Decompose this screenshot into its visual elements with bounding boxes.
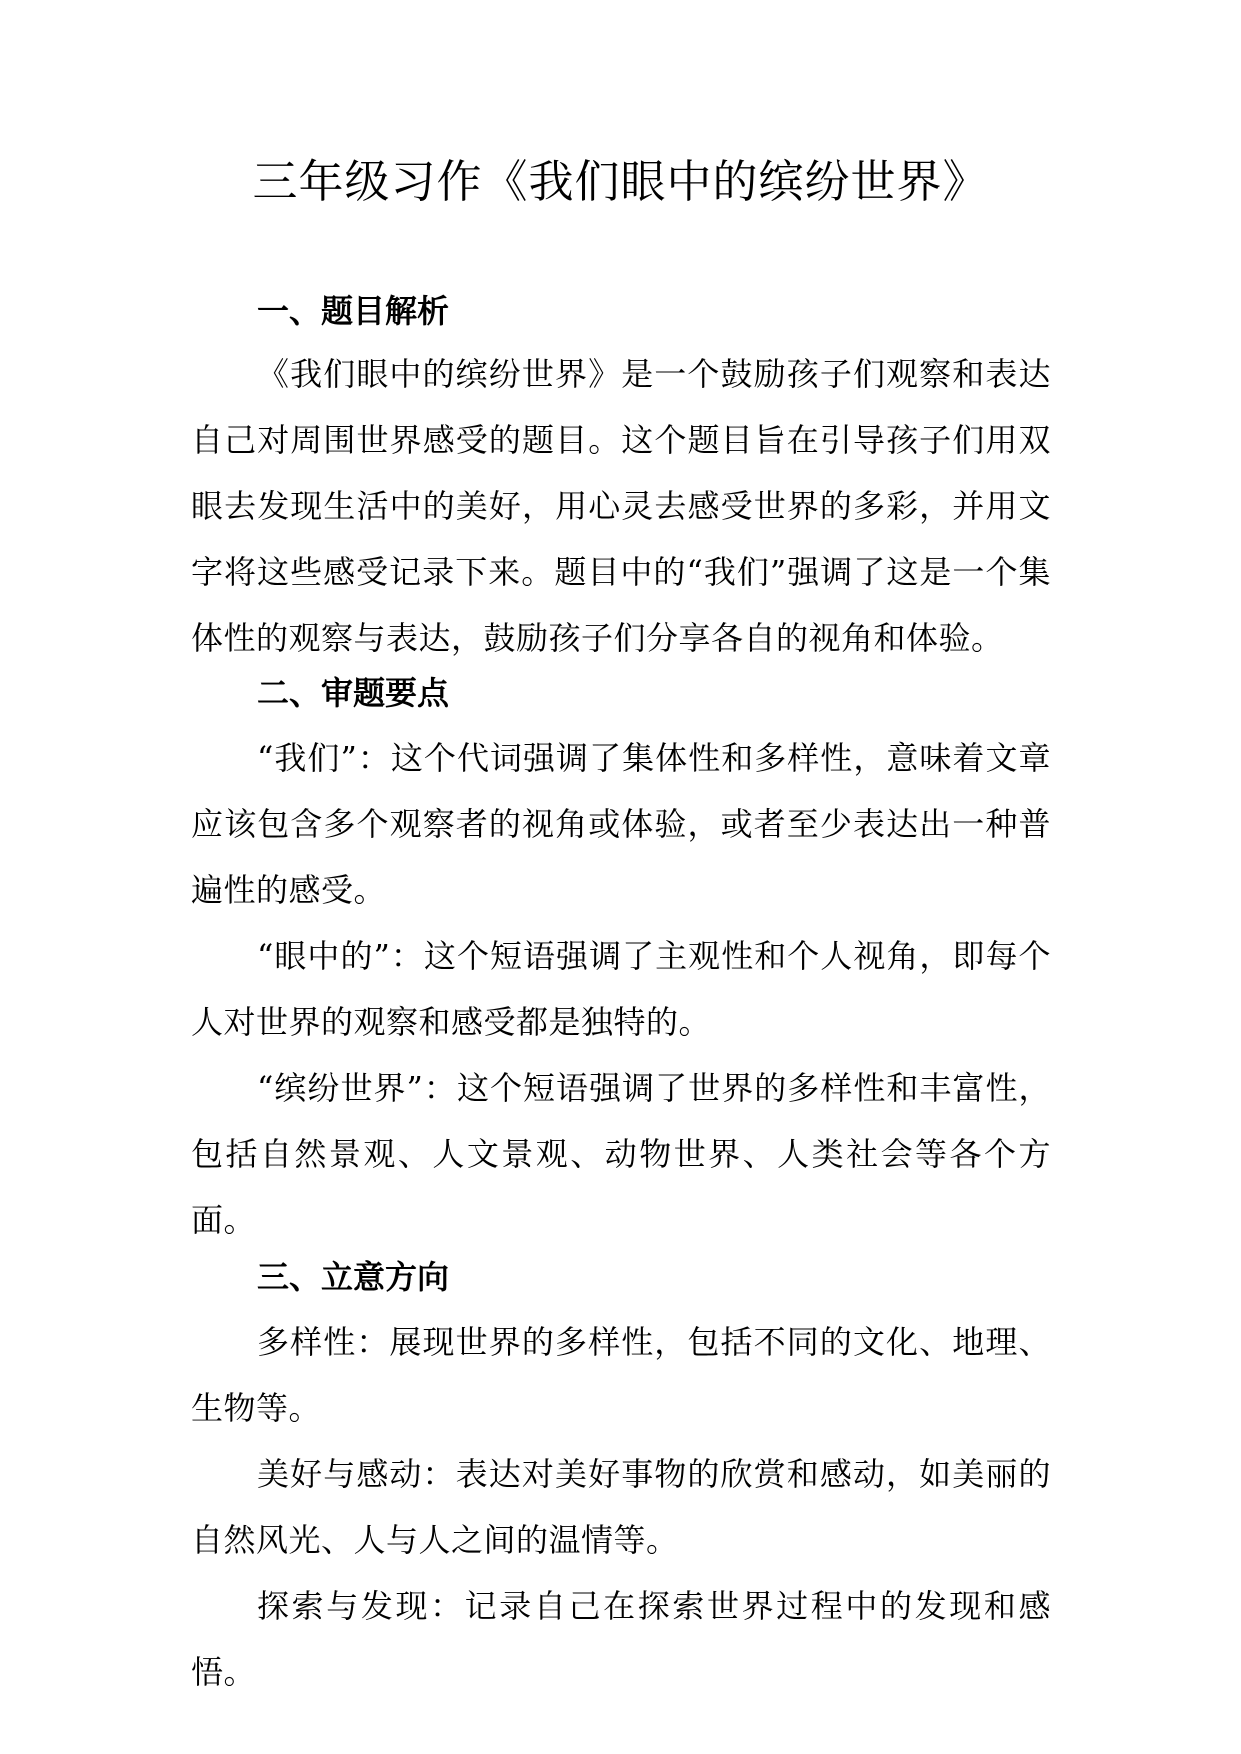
paragraph: 《我们眼中的缤纷世界》是一个鼓励孩子们观察和表达自己对周围世界感受的题目。这个题目旨在引导孩子们用双眼去发现生活中的美好，用心灵去感受世界的多彩，并用文字将这些感受记录下来。题目中的“我们”强调了这是一个集体性的观察与表达，鼓励孩子们分享各自的视角和体验。 (191, 355, 1051, 657)
document-body (191, 279, 1051, 1705)
section-key-points (191, 661, 1051, 1253)
paragraph: “眼中的”：这个短语强调了主观性和个人视角，即每个人对世界的观察和感受都是独特的。 (191, 937, 1051, 1041)
paragraph: 多样性：展现世界的多样性，包括不同的文化、地理、生物等。 (191, 1323, 1051, 1427)
section-analysis (191, 279, 1051, 671)
paragraph: 美好与感动：表达对美好事物的欣赏和感动，如美丽的自然风光、人与人之间的温情等。 (191, 1455, 1051, 1559)
paragraph: “缤纷世界”：这个短语强调了世界的多样性和丰富性，包括自然景观、人文景观、动物世界、人类社会等各个方面。 (191, 1069, 1051, 1239)
paragraph: “我们”：这个代词强调了集体性和多样性，意味着文章应该包含多个观察者的视角或体验，或者至少表达出一种普遍性的感受。 (191, 739, 1051, 909)
paragraph: 探索与发现：记录自己在探索世界过程中的发现和感悟。 (191, 1587, 1051, 1691)
page-title: 三年级习作《我们眼中的缤纷世界》 (252, 155, 989, 208)
section-heading: 一、题目解析 (257, 292, 450, 330)
section-heading: 二、审题要点 (257, 674, 450, 712)
section-heading: 三、立意方向 (257, 1258, 450, 1296)
section-theme-directions (191, 1245, 1051, 1705)
